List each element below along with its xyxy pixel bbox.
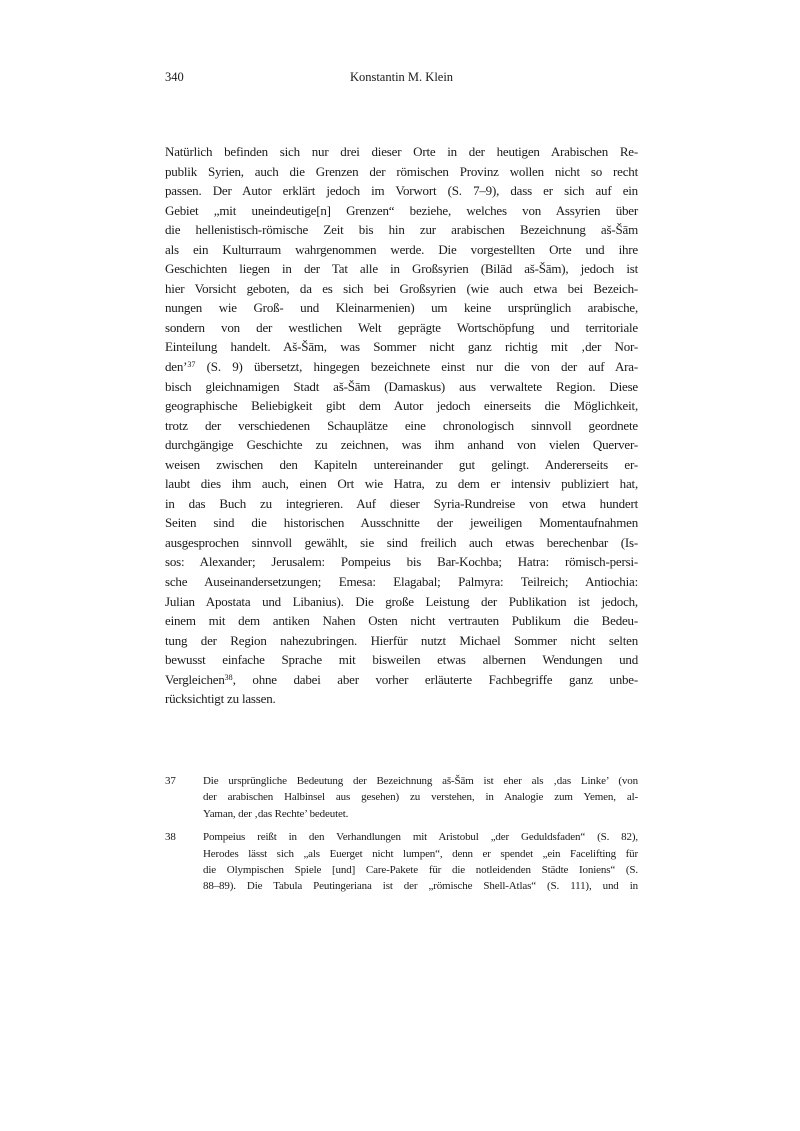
body-text-line: einem mit dem antiken Nahen Osten nicht vertrauten Publikum die Bedeu- xyxy=(165,613,638,629)
body-text-line: weisen zwischen den Kapiteln untereinander gut gelingt. Andererseits er- xyxy=(165,456,638,472)
body-text-line: Geschichten liegen in der Tat alle in Großsyrien (Bilād aš-Šām), jedoch ist xyxy=(165,261,638,277)
running-header-author: Konstantin M. Klein xyxy=(349,70,454,84)
footnote xyxy=(165,773,638,822)
body-text-line: den’$^{37}$ (S. 9) übersetzt, hingegen bezeichnete einst nur die von der auf Ara- xyxy=(165,359,638,375)
footnotes-section xyxy=(165,773,638,902)
body-text-line: Seiten sind die historischen Ausschnitte der jeweiligen Momentaufnahmen xyxy=(165,515,638,531)
footnote-text-line: Die ursprüngliche Bedeutung der Bezeichnung aš-Šām ist eher als ‚das Linke’ (von xyxy=(203,775,638,787)
footnote-text-line: 88–89). Die Tabula Peutingeriana ist der „römische Shell-Atlas“ (S. 111), und in xyxy=(203,880,638,893)
body-text-line: Vergleichen$^{38}$, ohne dabei aber vorher erläuterte Fachbegriffe ganz unbe- xyxy=(165,671,638,687)
footnote-number: 38 xyxy=(165,831,176,844)
body-text-line: rücksichtigt zu lassen. xyxy=(165,691,276,707)
page-number: 340 xyxy=(165,70,184,84)
body-text-line: Julian Apostata und Libanius). Die große Leistung der Publikation ist jedoch, xyxy=(165,593,638,609)
body-text-line: als ein Kulturraum wahrgenommen werde. Die vorgestellten Orte und ihre xyxy=(165,241,638,257)
body-text-line: Gebiet „mit uneindeutige[n] Grenzen“ beziehe, welches von Assyrien über xyxy=(165,202,638,218)
body-text-line: bisch gleichnamigen Stadt aš-Šām (Damaskus) aus verwaltete Region. Diese xyxy=(165,378,638,394)
body-text-line: nungen wie Groß- und Kleinarmenien) um keine ursprünglich arabische, xyxy=(165,300,638,316)
footnote-text-line: Yaman, der ‚das Rechte’ bedeutet. xyxy=(203,807,349,820)
footnote-number: 37 xyxy=(165,775,176,787)
body-text-line: geographische Beliebigkeit gibt dem Autor jedoch einerseits die Möglichkeit, xyxy=(165,398,638,414)
footnote-text-line: die Olympischen Spiele [und] Care-Pakete für die notleidenden Städte Ioniens“ (S. xyxy=(203,864,638,877)
body-text-line: die hellenistisch-römische Zeit bis hin zur arabischen Bezeichnung aš-Šām xyxy=(165,222,638,238)
body-text-line: durchgängige Geschichte zu zeichnen, was ihm anhand von vielen Querver- xyxy=(165,437,638,453)
body-text-line: Einteilung handelt. Aš-Šām, was Sommer nicht ganz richtig mit ‚der Nor- xyxy=(165,339,638,355)
footnote-text xyxy=(203,829,638,895)
body-text-line: sche Auseinandersetzungen; Emesa: Elagabal; Palmyra: Teilreich; Antiochia: xyxy=(165,574,638,590)
running-header xyxy=(165,70,638,85)
body-text-line: sos: Alexander; Jerusalem: Pompeius bis Bar-Kochba; Hatra: römisch-persi- xyxy=(165,554,638,570)
body-text-line: ausgesprochen sinnvoll gewählt, sie sind freilich auch etwas berechenbar (Is- xyxy=(165,534,638,550)
body-text-line: trotz der verschiedenen Schauplätze eine chronologisch sinnvoll geordnete xyxy=(165,417,638,433)
footnote-text xyxy=(203,773,638,822)
body-text-line: passen. Der Autor erklärt jedoch im Vorwort (S. 7–9), dass er sich auf ein xyxy=(165,183,638,199)
body-text-line: in das Buch zu integrieren. Auf dieser Syria-Rundreise von etwa hundert xyxy=(165,495,638,511)
footnote-text-line: Herodes lässt sich „als Euerget nicht lumpen“, denn er spendet „ein Facelifting für xyxy=(203,847,638,860)
body-text-line: laubt dies ihm auch, einen Ort wie Hatra, zu dem er intensiv publiziert hat, xyxy=(165,476,638,492)
body-text-line: bewusst einfache Sprache mit bisweilen etwas albernen Wendungen und xyxy=(165,652,638,668)
body-text-line: hier Vorsicht geboten, da es sich bei Großsyrien (wie auch etwa bei Bezeich- xyxy=(165,280,638,296)
footnote xyxy=(165,829,638,895)
review-body-paragraph xyxy=(165,142,638,709)
body-text-line: tung der Region nahezubringen. Hierfür nutzt Michael Sommer nicht selten xyxy=(165,632,638,648)
body-text-line: publik Syrien, auch die Grenzen der römischen Provinz wollen nicht so recht xyxy=(165,163,638,179)
body-text-line: sondern von der westlichen Welt geprägte Wortschöpfung und territoriale xyxy=(165,319,638,335)
footnote-reference: 38 xyxy=(224,673,233,683)
footnote-text-line: der arabischen Halbinsel aus gesehen) zu verstehen, in Analogie zum Yemen, al- xyxy=(203,791,638,804)
footnote-reference: 37 xyxy=(187,360,196,370)
footnote-text-line: Pompeius reißt in den Verhandlungen mit Aristobul „der Geduldsfaden“ (S. 82), xyxy=(203,831,638,844)
body-text-line: Natürlich befinden sich nur drei dieser Orte in der heutigen Arabischen Re- xyxy=(165,144,638,159)
